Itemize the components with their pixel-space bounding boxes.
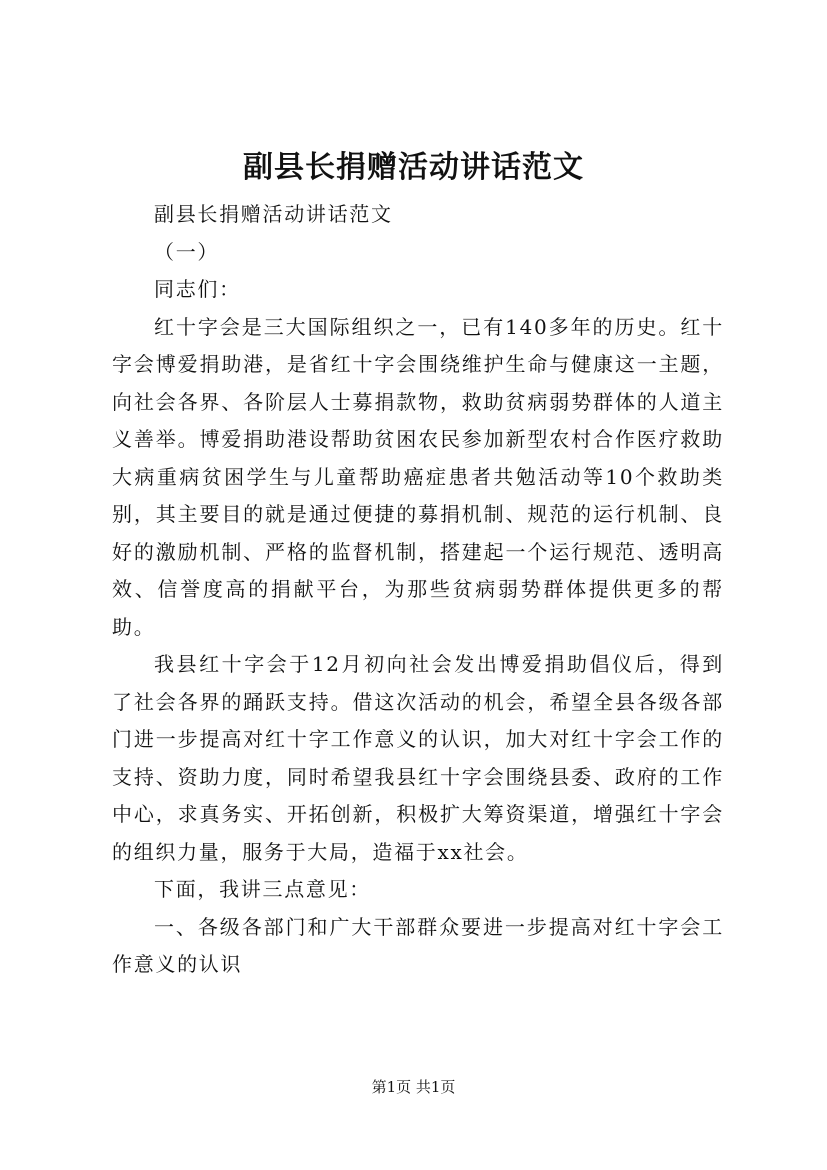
- section-number-paragraph: （一）: [154, 239, 220, 264]
- salutation-paragraph: 同志们：: [154, 277, 241, 301]
- body-paragraph: 我县红十字会于12月初向社会发出博爱捐助倡仪后，得到了社会各界的踊跃支持。借这次活动的机会，希望全县各级各部门进一步提高对红十字工作意义的认识，加大对红十字会工作的支持、资助力度，同时希望我县红十字会围绕县委、政府的工作中心，求真务实、开拓创新，积极扩大筹资渠道，增强红十字会的组织力量，服务于大局，造福于xx社会。: [112, 652, 724, 864]
- document-body: [112, 196, 724, 984]
- body-paragraph: 下面，我讲三点意见：: [154, 877, 371, 901]
- heading-paragraph: 一、各级各部门和广大干部群众要进一步提高对红十字会工作意义的认识: [112, 914, 724, 976]
- document-title: 副县长捐赠活动讲话范文: [243, 150, 584, 185]
- page-number-footer: 第1页 共1页: [371, 1078, 456, 1096]
- body-paragraph: 红十字会是三大国际组织之一，已有140多年的历史。红十字会博爱捐助港，是省红十字会围绕维护生命与健康这一主题，向社会各界、各阶层人士募捐款物，救助贫病弱势群体的人道主义善举。博爱捐助港设帮助贫困农民参加新型农村合作医疗救助大病重病贫困学生与儿童帮助癌症患者共勉活动等10个救助类别，其主要目的就是通过便捷的募捐机制、规范的运行机制、良好的激励机制、严格的监督机制，搭建起一个运行规范、透明高效、信誉度高的捐献平台，为那些贫病弱势群体提供更多的帮助。: [112, 314, 724, 639]
- subtitle-paragraph: 副县长捐赠活动讲话范文: [154, 202, 393, 226]
